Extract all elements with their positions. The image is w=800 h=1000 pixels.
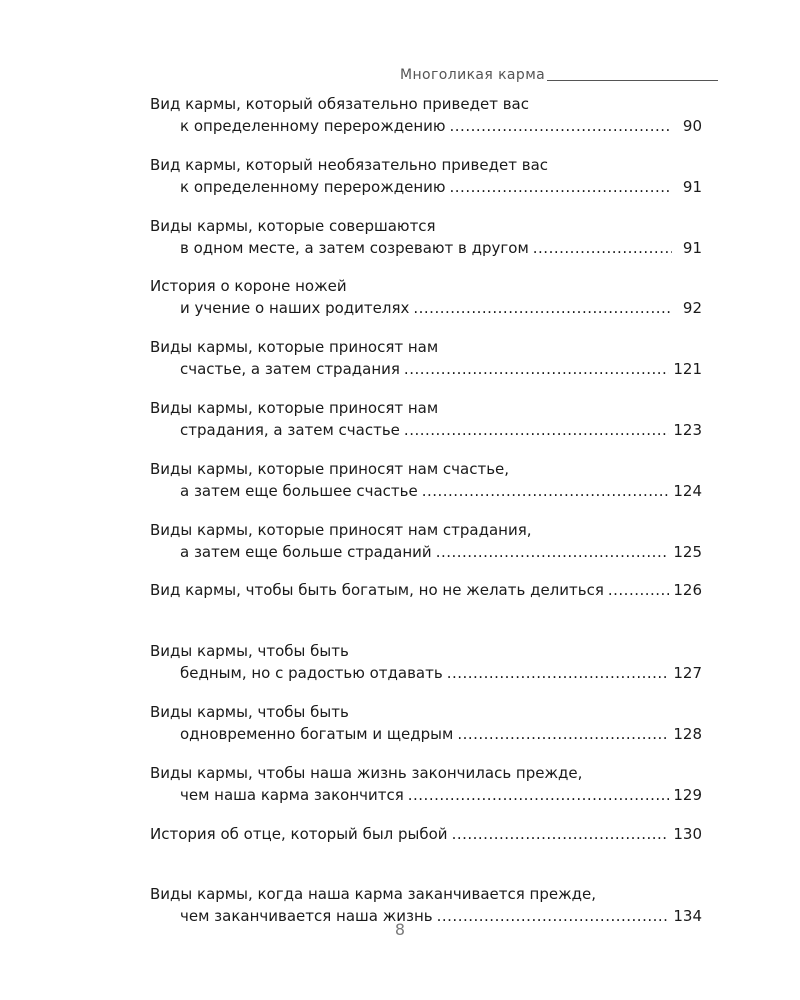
toc-entry-title: История об отце, который был рыбой (150, 824, 448, 843)
toc-entry[interactable] (150, 762, 702, 823)
toc-entry-title: Виды кармы, чтобы наша жизнь закончилась прежде, (150, 763, 583, 782)
toc-entry-title-cont: к определенному перерождению (180, 177, 446, 196)
toc-page-number: 128 (673, 724, 702, 743)
toc-page-number: 125 (673, 542, 702, 561)
dot-leader (452, 823, 670, 845)
toc-entry[interactable] (150, 519, 702, 580)
dot-leader (608, 579, 669, 601)
toc-entry[interactable] (150, 275, 702, 336)
toc-entry-title: Виды кармы, которые приносят нам счастье, (150, 459, 510, 478)
dot-leader (404, 419, 669, 441)
toc-entry-title: Виды кармы, чтобы быть (150, 702, 349, 721)
toc-entry[interactable] (150, 701, 702, 762)
toc-entry-title-cont: одновременно богатым и щедрым (180, 724, 454, 743)
toc-entry-title: Виды кармы, чтобы быть (150, 642, 349, 661)
dot-leader (404, 358, 669, 380)
toc-entry-title-cont: бедным, но с радостью отдавать (180, 664, 443, 683)
running-title: Многоликая карма (400, 67, 546, 83)
toc-page-number: 134 (673, 907, 702, 926)
dot-leader (408, 784, 670, 806)
running-header (400, 64, 718, 84)
toc-entry-title-cont: и учение о наших родителях (180, 299, 410, 318)
page-number: 8 (394, 920, 406, 939)
toc-page-number: 123 (673, 420, 702, 439)
toc-entry-title-cont: страдания, а затем счастье (180, 420, 400, 439)
toc-entry-title-cont: в одном месте, а затем созревают в другом (180, 238, 529, 257)
toc-page-number: 124 (673, 481, 702, 500)
dot-leader (436, 541, 670, 563)
toc-page-number: 91 (682, 177, 702, 196)
dot-leader (450, 115, 672, 137)
toc-entry-title-cont: чем наша карма закончится (180, 785, 404, 804)
toc-entry[interactable] (150, 458, 702, 519)
dot-leader (422, 480, 670, 502)
toc-entry-title: Вид кармы, который обязательно приведет вас (150, 95, 529, 113)
toc-entry-title: Виды кармы, которые совершаются (150, 216, 436, 235)
toc-entry-title: Вид кармы, который необязательно приведет вас (150, 155, 549, 174)
toc-entry[interactable] (150, 336, 702, 397)
toc-entry-title-cont: а затем еще больше страданий (180, 542, 432, 561)
toc-entry-title: Вид кармы, чтобы быть богатым, но не желать делиться (150, 581, 604, 600)
toc-entry[interactable] (150, 640, 702, 701)
toc-entry[interactable] (150, 93, 702, 154)
toc-entry-title: Виды кармы, которые приносят нам страдания, (150, 520, 532, 539)
dot-leader (447, 662, 670, 684)
toc-entry-title-cont: чем заканчивается наша жизнь (180, 907, 433, 926)
toc-page-number: 127 (673, 664, 702, 683)
toc-entry[interactable] (150, 579, 702, 640)
dot-leader (457, 723, 669, 745)
toc-entry[interactable] (150, 215, 702, 276)
toc-page-number: 129 (673, 785, 702, 804)
header-rule (547, 80, 718, 81)
toc-page-number: 92 (682, 299, 702, 318)
toc-page-number: 91 (682, 238, 702, 257)
toc-page-number: 121 (673, 360, 702, 379)
toc-page-number: 126 (673, 581, 702, 600)
dot-leader (533, 237, 672, 259)
toc-entry-title: Виды кармы, которые приносят нам (150, 338, 439, 357)
table-of-contents (150, 93, 702, 944)
toc-page-number: 90 (682, 117, 702, 135)
toc-page-number: 130 (673, 824, 702, 843)
toc-entry-title-cont: к определенному перерождению (180, 117, 446, 135)
toc-entry-title: История о короне ножей (150, 277, 347, 296)
toc-entry-title: Виды кармы, когда наша карма заканчивается прежде, (150, 885, 596, 904)
dot-leader (450, 176, 672, 198)
toc-entry[interactable] (150, 823, 702, 884)
toc-entry-title: Виды кармы, которые приносят нам (150, 398, 439, 417)
toc-entry-title-cont: счастье, а затем страдания (180, 360, 400, 379)
toc-entry[interactable] (150, 154, 702, 215)
dot-leader (413, 297, 672, 319)
toc-entry[interactable] (150, 397, 702, 458)
toc-entry-title-cont: а затем еще большее счастье (180, 481, 418, 500)
